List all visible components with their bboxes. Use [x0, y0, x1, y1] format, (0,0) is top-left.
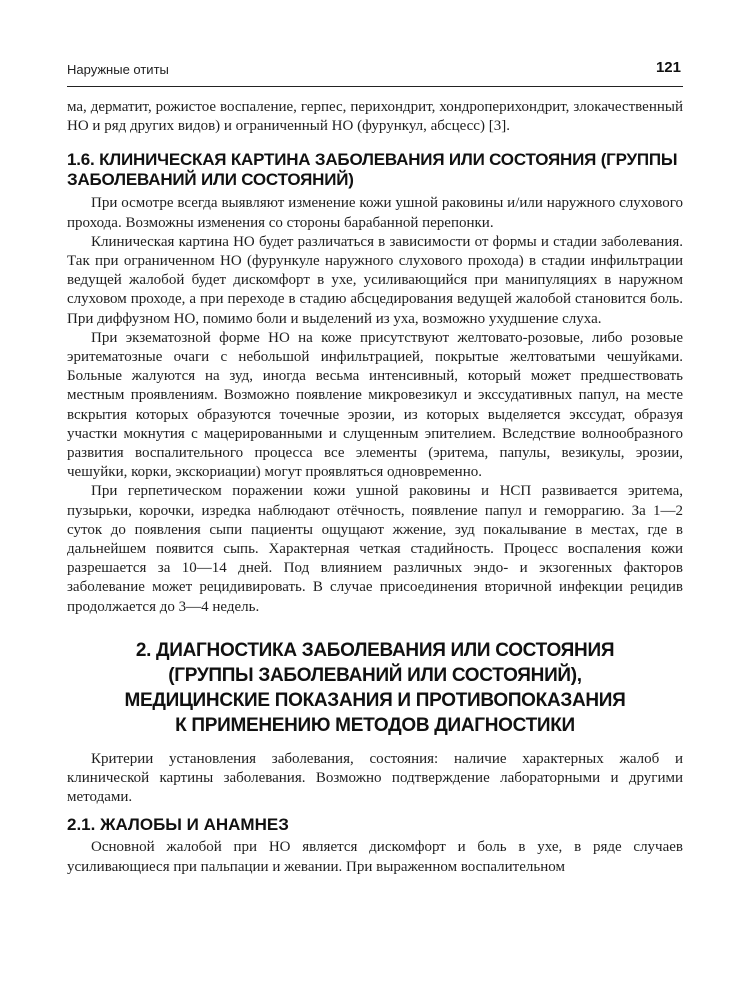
section-1-6-paragraph-3: При экзематозной форме НО на коже присутствуют желтовато-розовые, либо розовые эритематозные очаги с небольшой инфильтрацией, покрытые желтоватыми чешуйками. Больные жалуются на зуд, иногда весьма интенсивный, который может предшествовать местным проявлениям. Возможно появление микровезикул и экссудативных папул, на месте вскрытия которых образуются точечные эрозии, из которых выделяется экссудат, образуя участки мокнутия с мацерированными и слущенным эпителием. Вследствие волнообразного развития воспалительного процесса все элементы (эритема, папулы, везикулы, эрозии, чешуйки, корки, экскориации) могут проявляться одновременно.: [67, 329, 683, 481]
section-1-6-paragraph-2: Клиническая картина НО будет различаться в зависимости от формы и стадии заболевания. Так при ограниченном НО (фурункуле наружного слухового прохода) в стадии инфильтрации ведущей жалобой будет дискомфорт в ухе, усиливающийся при манипуляциях в наружном слуховом проходе, а при переходе в стадию абсцедирования ведущей жалобой становится боль. При диффузном НО, помимо боли и выделений из уха, возможно ухудшение слуха.: [67, 233, 683, 327]
running-title: Наружные отиты: [67, 62, 169, 77]
page-body: [67, 98, 683, 877]
section-2-heading-line-2: (ГРУППЫ ЗАБОЛЕВАНИЙ ИЛИ СОСТОЯНИЙ),: [168, 664, 582, 686]
section-2-heading-line-3: МЕДИЦИНСКИЕ ПОКАЗАНИЯ И ПРОТИВОПОКАЗАНИЯ: [124, 689, 626, 711]
section-2-1-heading: 2.1. ЖАЛОБЫ И АНАМНЕЗ: [67, 815, 289, 835]
intro-paragraph: ма, дерматит, рожистое воспаление, герпес, перихондрит, хондроперихондрит, злокачественный НО и ряд других видов) и ограниченный НО (фурункул, абсцесс) [3].: [67, 99, 683, 135]
section-1-6-heading: 1.6. КЛИНИЧЕСКАЯ КАРТИНА ЗАБОЛЕВАНИЯ ИЛИ СОСТОЯНИЯ (ГРУППЫ ЗАБОЛЕВАНИЙ ИЛИ СОСТОЯНИЙ): [67, 150, 678, 190]
section-1-6-paragraph-4: При герпетическом поражении кожи ушной раковины и НСП развивается эритема, пузырьки, корочки, изредка наблюдают отёчность, появление папул и геморрагию. За 1—2 суток до появления сыпи пациенты ощущают жжение, зуд покалывание в местах, где в дальнейшем появится сыпь. Характерная четкая стадийность. Процесс воспаления кожи разрешается за 10—14 дней. Под влиянием различных эндо- и экзогенных факторов заболевание может рецидивировать. В случае присоединения вторичной инфекции рецидив продолжается до 3—4 недель.: [67, 483, 683, 615]
running-header: [67, 54, 683, 87]
section-2-heading-line-1: 2. ДИАГНОСТИКА ЗАБОЛЕВАНИЯ ИЛИ СОСТОЯНИЯ: [135, 639, 615, 661]
page-number: 121: [655, 59, 681, 76]
section-1-6-paragraph-1: При осмотре всегда выявляют изменение кожи ушной раковины и/или наружного слухового прохода. Возможны изменения со стороны барабанной перепонки.: [67, 195, 683, 231]
section-2-1-paragraph: Основной жалобой при НО является дискомфорт и боль в ухе, в ряде случаев усиливающиеся при пальпации и жевании. При выраженном воспалительном: [67, 839, 683, 875]
section-2-heading: [67, 638, 683, 738]
section-2-heading-line-4: К ПРИМЕНЕНИЮ МЕТОДОВ ДИАГНОСТИКИ: [175, 714, 575, 736]
section-2-paragraph: Критерии установления заболевания, состояния: наличие характерных жалоб и клинической картины заболевания. Возможно подтверждение лабораторными и другими методами.: [67, 750, 683, 806]
